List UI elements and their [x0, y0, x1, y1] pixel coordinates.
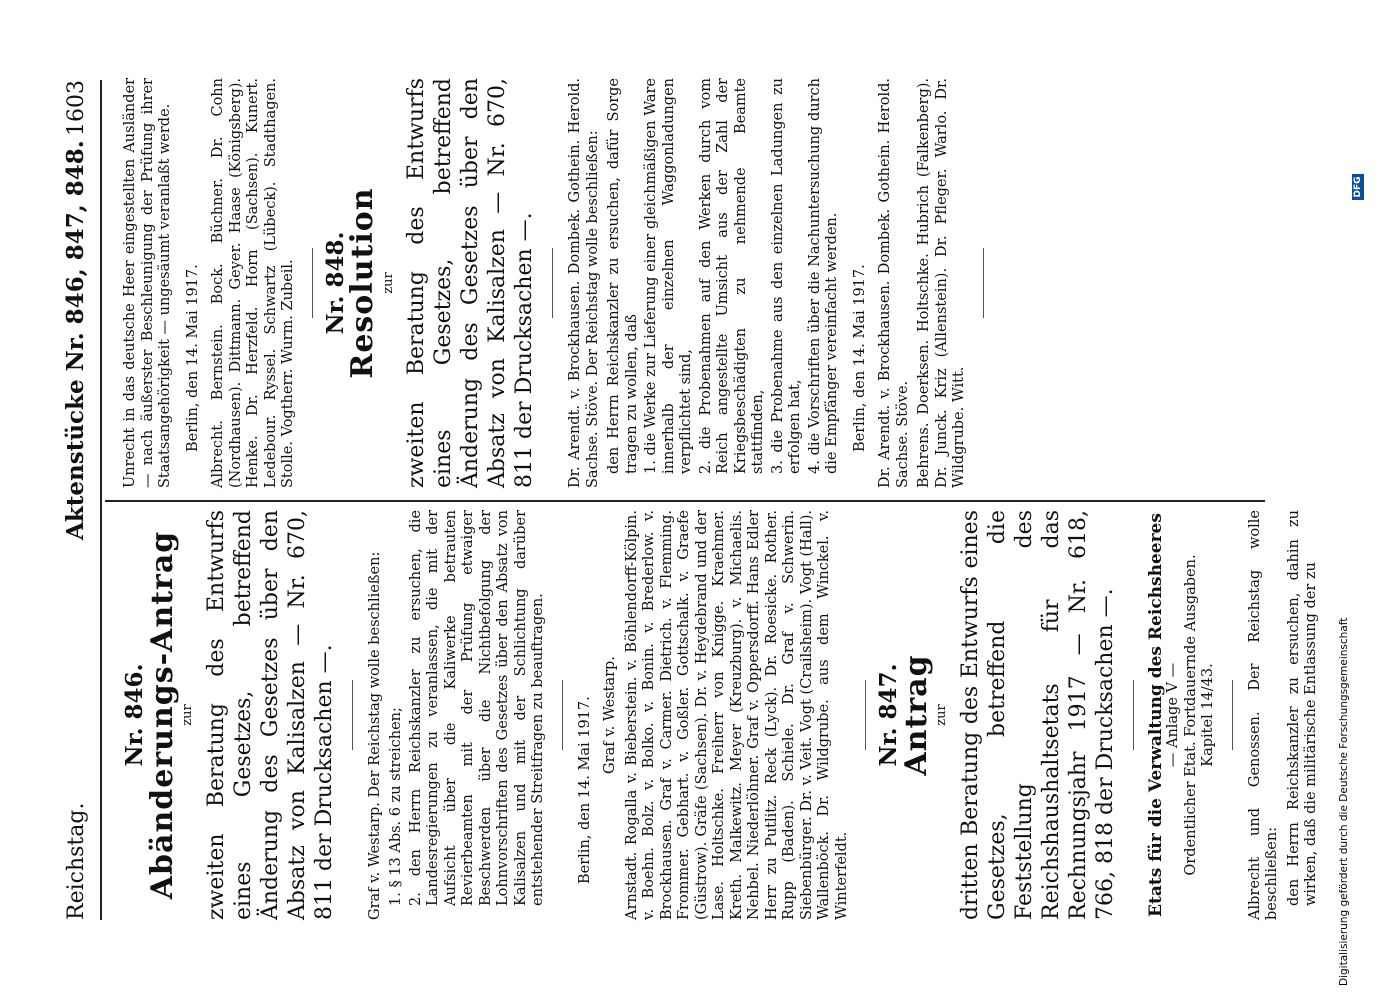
separator [312, 248, 313, 318]
separator [352, 680, 353, 750]
nr-846-heading: Nr. 846. [121, 663, 148, 767]
page-number: 1603 [64, 80, 89, 136]
resolution-item-4: 4. die Vorschriften über die Nachuntersuchung durch die Empfänger vereinfacht werden. [806, 78, 840, 474]
signatories-848-b: Behrens. Doerksen. Holtschke. Hubrich (Falkenberg). Dr. Junck. Kriz (Allenstein). Dr. Pfleger. Warlo. Dr. Wildgrube. Witt. [916, 78, 967, 488]
resolution-item-3: 3. die Probenahme aus den einzelnen Ladungen zu erfolgen hat, [769, 78, 803, 474]
right-column [118, 78, 998, 488]
digitization-credit: Digitalisierung gefördert durch die Deutsche Forschungsgemeinschaft [1338, 617, 1350, 986]
etat-anlage: — Anlage V — [1165, 662, 1181, 768]
signatories-848-a: Dr. Arendt. v. Brockhausen. Dombek. Gothein. Herold. Sachse. Stöve. [877, 78, 911, 488]
zur-label: zur [180, 704, 195, 726]
header-aktenstuecke: Aktenstücke Nr. 846, 847, 848. [62, 140, 89, 540]
separator [983, 248, 984, 318]
intro-846: zweiten Beratung des Entwurfs eines Gesetzes, betreffend Änderung des Gesetzes über den Absatz von Kalisalzen — Nr. 670, 811 der Drucksachen —. [203, 510, 337, 920]
motion-847: Albrecht und Genossen. Der Reichstag wolle beschließen: [1246, 510, 1280, 920]
etat-kapitel: Kapitel 14/43. [1200, 663, 1216, 767]
motion-846-item-2: 2. den Herrn Reichskanzler zu ersuchen, die Landesregierungen zu veranlassen, die mit der Aufsicht über die Kaliwerke betrauten Revierbeamten mit der Prüfung etwaiger Beschwerden über die Nichtbefolgung der Lohnvorschriften des Gesetzes über den Absatz von Kalisalzen und mit der Schlichtung darüber entstehender Streitfragen zu beauftragen. [407, 510, 546, 906]
separator [1232, 680, 1233, 750]
antrag-title: Antrag [898, 654, 934, 776]
resolution-item-2: 2. die Probenahmen auf den Werken durch vom Reich angestellte Umsicht aus der Zahl der Kriegsbeschädigten zu nehmende Beamte stattfinden, [697, 78, 766, 474]
resolution-item-1: 1. die Werke zur Lieferung einer gleichmäßigen Ware innerhalb der einzelnen Waggonladungen verpflichtet sind, [643, 78, 694, 474]
column-divider [105, 500, 1265, 502]
left-column [118, 510, 1325, 920]
abaenderungs-antrag-title: Abänderungs-Antrag [144, 530, 180, 900]
motion-846-item-1: 1. § 13 Abs. 6 zu streichen; [388, 707, 404, 906]
nr-847-heading: Nr. 847. [875, 663, 902, 767]
separator [552, 248, 553, 318]
date-846: Berlin, den 14. Mai 1917. [576, 696, 593, 884]
separator [1133, 680, 1134, 750]
separator [562, 680, 563, 750]
separator [865, 680, 866, 750]
motion-848: Dr. Arendt. v. Brockhausen. Dombek. Gothein. Herold. Sachse. Stöve. Der Reichstag wolle beschließen: [567, 78, 601, 488]
intro-847: dritten Beratung des Entwurfs eines Gesetzes, betreffend die Feststellung des Reichshaushaltsetats für das Rechnungsjahr 1917 — Nr. 618, 766, 818 der Drucksachen —. [957, 510, 1118, 920]
signatories-847: Albrecht. Bernstein. Bock. Büchner. Dr. Cohn (Nordhausen). Dittmann. Geyer. Haase (Königsberg). Henke. Dr. Herzfeld. Horn (Sachsen). Kunert. Ledebour. Ryssel. Schwartz (Lübeck). Stadthagen. Stolle. Vogtherr. Wurm. Zubeil. [210, 78, 296, 488]
signer-846: Graf v. Westarp. [602, 656, 618, 774]
date-848: Berlin, den 14. Mai 1917. [851, 264, 868, 452]
resolution-title: Resolution [345, 187, 380, 379]
dfg-logo-icon: DFG [1352, 174, 1364, 200]
motion-846: Graf v. Westarp. Der Reichstag wolle beschließen: [366, 551, 383, 920]
header-reichstag: Reichstag. [64, 802, 89, 920]
page-header [62, 80, 96, 920]
continuation-847: Unrecht in das deutsche Heer eingestellten Ausländer — nach äußerster Beschleunigung der Prüfung ihrer Staatsangehörigkeit — ungesäumt veranlaßt werde. [122, 78, 173, 488]
zur-label: zur [934, 704, 949, 726]
header-rule [100, 80, 102, 920]
etat-ordentlich: Ordentlicher Etat. Fortdauernde Ausgaben. [1182, 554, 1199, 876]
resolution-intro: den Herrn Reichskanzler zu ersuchen, dafür Sorge tragen zu wollen, daß [606, 78, 640, 474]
etat-heading: Etats für die Verwaltung des Reichsheeres [1145, 513, 1166, 917]
date-847: Berlin, den 14. Mai 1917. [184, 264, 201, 452]
intro-848: zweiten Beratung des Entwurfs eines Gesetzes, betreffend Änderung des Gesetzes über den Absatz von Kalisalzen — Nr. 670, 811 der Drucksachen —. [404, 78, 537, 488]
text-847: den Herrn Reichskanzler zu ersuchen, dahin zu wirken, daß die militärische Entlassung der zu [1285, 510, 1319, 906]
zur-label: zur [380, 272, 396, 294]
nr-848-heading: Nr. 848. [321, 231, 349, 335]
signatories-846: Arnstadt. Rogalla v. Bieberstein. v. Böhlendorff-Kölpin. v. Boehn. Bolz. v. Bolko. v. Bonin. v. Brederlow. v. Brockhausen. Graf v. Carmer. Dietrich. v. Flemming. Frommer. Gebhart. v. Goßler. Gottschalk. v. Graefe (Güstrow). Gräfe (Sachsen). Dr. v. Heydebrand und der Lase. Holtschke. Freiherr von Knigge. Kraehmer. Kreth. Malkewitz. Meyer (Kreuzburg). v. Michaelis. Nehbel. Niederlöhner. Graf v. Oppersdorff. Hans Edler Herr zu Putlitz. Reck (Lyck). Dr. Roesicke. Rother. Rupp (Baden). Schiele. Dr. Graf v. Schwerin. Siebenbürger. Dr. v. Veit. Vogt (Crailsheim). Vogt (Hall). Wallenböck. Dr. Wildgrube. aus dem Winckel. v. Winterfeldt. [623, 510, 850, 920]
